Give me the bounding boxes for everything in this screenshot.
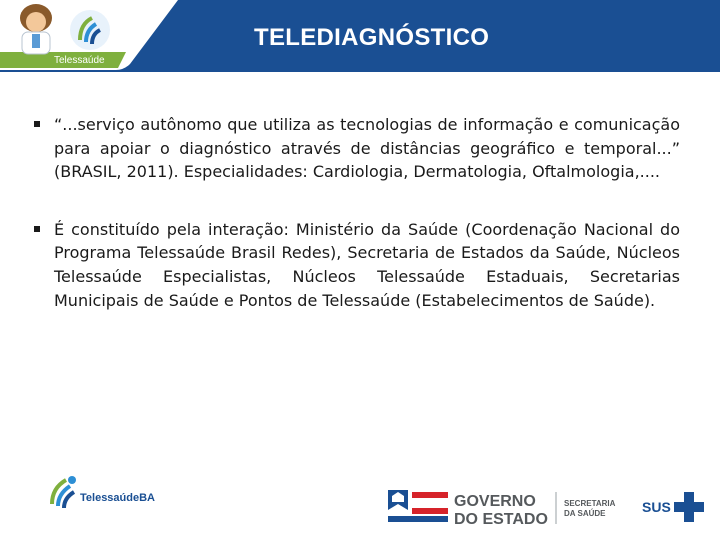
sus-text: SUS bbox=[642, 499, 671, 515]
secretaria-line1: SECRETARIA bbox=[564, 499, 616, 508]
title-banner bbox=[0, 0, 720, 72]
square-bullet-icon bbox=[34, 121, 40, 127]
bullet-text: É constituído pela interação: Ministério da Saúde (Coordenação Nacional do Programa Telessaúde Brasil Redes), Secretaria de Estados da Saúde, Núcleos Telessaúde Especialistas, Núcleos Telessaúde Estaduais, Secretarias Municipais de Saúde e Pontos de Telessaúde (Estabelecimentos de Saúde). bbox=[54, 219, 680, 310]
governo-bahia-logo bbox=[386, 486, 716, 530]
gov-line1: GOVERNO bbox=[454, 493, 536, 510]
bahia-flag-icon bbox=[388, 490, 448, 522]
sus-cross-icon bbox=[674, 492, 704, 522]
square-bullet-icon bbox=[34, 226, 40, 232]
bullet-item-composition bbox=[34, 218, 680, 312]
gov-line2: DO ESTADO bbox=[454, 511, 548, 528]
bullet-list bbox=[34, 113, 680, 312]
bullet-item-definition bbox=[34, 113, 680, 184]
secretaria-line2: DA SAÚDE bbox=[564, 509, 606, 518]
page-title: TELEDIAGNÓSTICO bbox=[254, 24, 490, 51]
logo-label: Telessaúde bbox=[54, 55, 105, 66]
telessaude-ba-logo-text: TelessaúdeBA bbox=[80, 492, 155, 504]
bullet-text: “...serviço autônomo que utiliza as tecnologias de informação e comunicação para apoiar o diagnóstico através de distâncias geográfico e temporal...” (BRASIL, 2011). Especialidades: Cardiologia, Dermatologia, Oftalmologia,.... bbox=[54, 115, 680, 182]
